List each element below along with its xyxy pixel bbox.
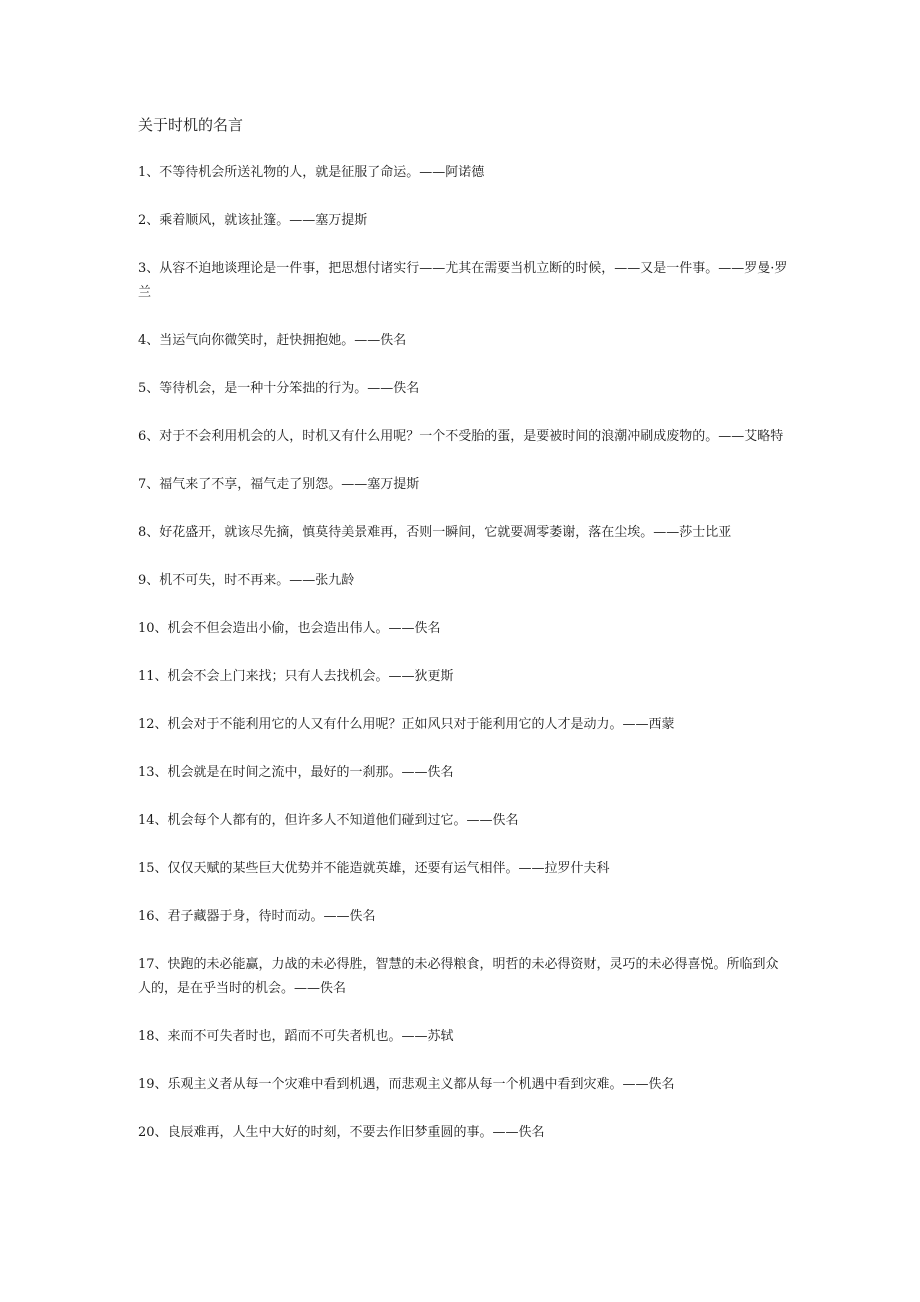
quote-item-10: 10、机会不但会造出小偷，也会造出伟人。——佚名 [138, 621, 441, 636]
quote-list [138, 161, 790, 1145]
quote-item-8: 8、好花盛开，就该尽先摘，慎莫待美景难再，否则一瞬间，它就要凋零萎谢，落在尘埃。——莎士比亚 [138, 525, 732, 540]
quote-item-12: 12、机会对于不能利用它的人又有什么用呢？正如风只对于能利用它的人才是动力。——西蒙 [138, 717, 675, 732]
quote-item-11: 11、机会不会上门来找；只有人去找机会。——狄更斯 [138, 669, 454, 684]
quote-item-4: 4、当运气向你微笑时，赶快拥抱她。——佚名 [138, 333, 407, 348]
quote-item-1: 1、不等待机会所送礼物的人，就是征服了命运。——阿诺德 [138, 165, 485, 180]
quote-item-3: 3、从容不迫地谈理论是一件事，把思想付诸实行——尤其在需要当机立断的时候，——又是一件事。——罗曼·罗兰 [138, 261, 788, 300]
quote-item-18: 18、来而不可失者时也，蹈而不可失者机也。——苏轼 [138, 1029, 454, 1044]
document-title: 关于时机的名言 [138, 116, 244, 134]
quote-item-5: 5、等待机会，是一种十分笨拙的行为。——佚名 [138, 381, 420, 396]
quote-item-16: 16、君子藏器于身，待时而动。——佚名 [138, 909, 376, 924]
quote-item-17: 17、快跑的未必能赢，力战的未必得胜，智慧的未必得粮食，明哲的未必得资财，灵巧的未必得喜悦。所临到众人的，是在乎当时的机会。——佚名 [138, 957, 779, 996]
quote-item-9: 9、机不可失，时不再来。——张九龄 [138, 573, 355, 588]
quote-item-2: 2、乘着顺风，就该扯篷。——塞万提斯 [138, 213, 368, 228]
quote-item-7: 7、福气来了不享，福气走了别怨。——塞万提斯 [138, 477, 420, 492]
quote-item-15: 15、仅仅天赋的某些巨大优势并不能造就英雄，还要有运气相伴。——拉罗什夫科 [138, 861, 610, 876]
quote-item-19: 19、乐观主义者从每一个灾难中看到机遇，而悲观主义都从每一个机遇中看到灾难。——佚名 [138, 1077, 675, 1092]
quote-item-14: 14、机会每个人都有的，但许多人不知道他们碰到过它。——佚名 [138, 813, 519, 828]
quote-item-20: 20、良辰难再，人生中大好的时刻，不要去作旧梦重圆的事。——佚名 [138, 1125, 545, 1140]
quote-item-13: 13、机会就是在时间之流中，最好的一刹那。——佚名 [138, 765, 454, 780]
quote-item-6: 6、对于不会利用机会的人，时机又有什么用呢？一个不受胎的蛋，是要被时间的浪潮冲刷成废物的。——艾略特 [138, 429, 784, 444]
